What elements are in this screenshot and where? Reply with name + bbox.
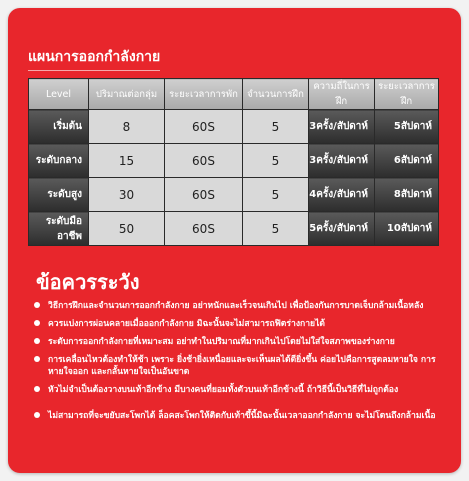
table-row: [29, 178, 439, 212]
caution-list: [34, 300, 454, 428]
table-row: [29, 212, 439, 246]
row-duration: 10สัปดาห์: [375, 212, 439, 246]
list-item: [34, 300, 454, 312]
header-amount: ปริมาณต่อกลุ่ม: [89, 79, 165, 110]
row-duration: 8สัปดาห์: [375, 178, 439, 212]
header-frequency: ความถี่ในการฝึก: [309, 79, 375, 110]
header-sets: จำนวนการฝึก: [243, 79, 309, 110]
row-level: ระดับมืออาชีพ: [29, 212, 89, 246]
row-duration: 5สัปดาห์: [375, 110, 439, 144]
header-level: Level: [29, 79, 89, 110]
list-item: [34, 354, 454, 378]
row-level: ระดับสูง: [29, 178, 89, 212]
row-rest: 60S: [165, 144, 243, 178]
caution-text: การเคลื่อนไหวต้องทำให้ช้า เพราะ ยิ่งช้ายิ่งเหนื่อยและจะเห็นผลได้ดียิ่งขึ้น ค่อยไปคือการสูดลมหายใจ การหายใจออก และกลั้นหายใจเป็นอันขาด: [48, 355, 436, 377]
bullet-icon: [34, 356, 40, 362]
caution-text: วิธีการฝึกและจำนวนการออกกำลังกาย อย่าหนักและเร็วจนเกินไป เพื่อป้องกันการบาดเจ็บกล้ามเนื้อหลัง: [48, 301, 424, 311]
row-amount: 8: [89, 110, 165, 144]
row-rest: 60S: [165, 178, 243, 212]
list-item: [34, 318, 454, 330]
bullet-icon: [34, 320, 40, 326]
row-level: เริ่มต้น: [29, 110, 89, 144]
exercise-plan-card: [8, 8, 461, 473]
table-row: [29, 110, 439, 144]
row-level: ระดับกลาง: [29, 144, 89, 178]
row-frequency: 3ครั้ง/สัปดาห์: [309, 144, 375, 178]
table-row: [29, 144, 439, 178]
header-duration: ระยะเวลาการฝึก: [375, 79, 439, 110]
row-amount: 30: [89, 178, 165, 212]
bullet-icon: [34, 302, 40, 308]
plan-title: แผนการออกกำลังกาย: [28, 46, 160, 71]
list-item: [34, 384, 454, 396]
row-duration: 6สัปดาห์: [375, 144, 439, 178]
caution-text: หัวไม่จำเป็นต้องวางบนเท้าอีกข้าง มีบางคนที่ยอมทั้งตัวบนเท้าอีกข้างนี้ ถ้าวิธีนี้เป็นวิธีที่ไม่ถูกต้อง: [48, 385, 399, 395]
row-rest: 60S: [165, 212, 243, 246]
list-item: [34, 410, 454, 422]
exercise-plan-table: [28, 78, 439, 246]
caution-text: ไม่สามารถที่จะขยับสะโพกได้ ล็อคสะโพกให้ติดกับเท้าขึ้นี้มิฉะนั้นเวลาออกกำลังกาย จะไม่โดนถึงกล้ามเนื้อ: [48, 411, 436, 421]
caution-text: ระดับการออกกำลังกายที่เหมาะสม อย่าทำในปริมาณที่มากเกินไปโดยไม่ใส่ใจสภาพของร่างกาย: [48, 337, 395, 347]
bullet-icon: [34, 386, 40, 392]
row-sets: 5: [243, 212, 309, 246]
row-amount: 50: [89, 212, 165, 246]
row-sets: 5: [243, 110, 309, 144]
row-frequency: 5ครั้ง/สัปดาห์: [309, 212, 375, 246]
table-header-row: [29, 79, 439, 110]
bullet-icon: [34, 412, 40, 418]
list-item: [34, 336, 454, 348]
row-sets: 5: [243, 144, 309, 178]
row-frequency: 4ครั้ง/สัปดาห์: [309, 178, 375, 212]
caution-title: ข้อควรระวัง: [36, 270, 140, 294]
header-rest: ระยะเวลาการพัก: [165, 79, 243, 110]
bullet-icon: [34, 338, 40, 344]
row-rest: 60S: [165, 110, 243, 144]
caution-text: ควรแบ่งการผ่อนคลายเมื่อออกกำลังกาย มิฉะนั้นจะไม่สามารถฟิตร่างกายได้: [48, 319, 325, 329]
row-frequency: 3ครั้ง/สัปดาห์: [309, 110, 375, 144]
row-sets: 5: [243, 178, 309, 212]
row-amount: 15: [89, 144, 165, 178]
